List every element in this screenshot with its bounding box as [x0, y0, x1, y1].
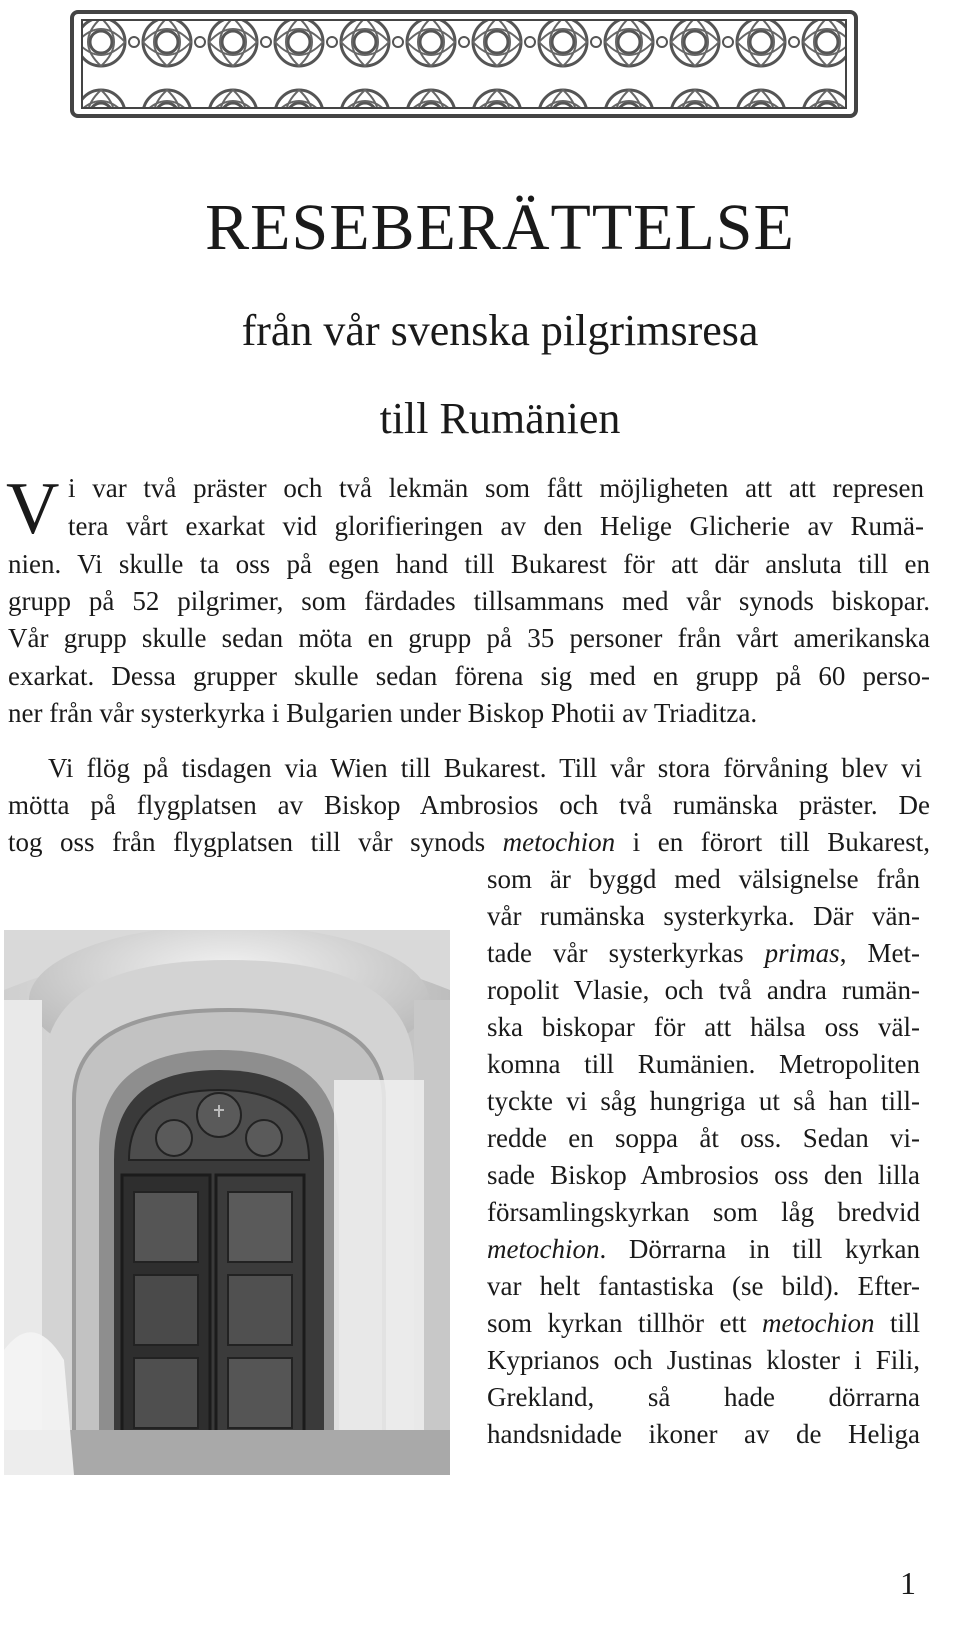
page-number: 1	[900, 1565, 916, 1601]
paragraph-2-line: Vi flög på tisdagen via Wien till Bukarest. Till vår stora förvåning blev vi	[48, 753, 922, 783]
paragraph-1-line: nien. Vi skulle ta oss på egen hand till Bukarest för att där ansluta till en	[8, 549, 930, 579]
paragraph-1-line: exarkat. Dessa grupper skulle sedan förena sig med en grupp på 60 perso-	[8, 661, 930, 691]
column-line: tade vår systerkyrkas primas, Met-	[487, 938, 921, 968]
column-line: sade Biskop Ambrosios oss den lilla	[487, 1160, 920, 1190]
column-line: som kyrkan tillhör ett metochion till	[487, 1308, 920, 1338]
column-line: metochion. Dörrarna in till kyrkan	[487, 1234, 920, 1264]
column-line: församlingskyrkan som låg bredvid	[487, 1197, 920, 1227]
column-line: vår rumänska systerkyrka. Där vän-	[487, 901, 920, 931]
paragraph-2-line: tog oss från flygplatsen till vår synods metochion i en förort till Bukarest,	[8, 827, 930, 857]
ornamental-banner	[68, 6, 860, 121]
column-line: handsnidade ikoner av de Heliga	[487, 1419, 920, 1449]
column-line: ska biskopar för att hälsa oss väl-	[487, 1012, 920, 1042]
paragraph-2-line: mötta på flygplatsen av Biskop Ambrosios och två rumänska präster. De	[8, 790, 930, 820]
page-title: RESEBERÄTTELSE	[205, 191, 795, 264]
column-line: tyckte vi såg hungriga ut så han till-	[487, 1086, 920, 1116]
paragraph-1-line: grupp på 52 pilgrimer, som färdades tillsammans med vår synods biskopar.	[8, 586, 930, 616]
paragraph-1-line: Vår grupp skulle sedan möta en grupp på 35 personer från vårt amerikanska	[8, 623, 930, 653]
column-line: Kyprianos och Justinas kloster i Fili,	[487, 1345, 920, 1375]
church-door-photo	[4, 930, 450, 1475]
paragraph-1-line: tera vårt exarkat vid glorifieringen av den Helige Glicherie av Rumä-	[68, 511, 924, 541]
subtitle-line-2: till Rumänien	[379, 394, 621, 443]
paragraph-1-line: i var två präster och två lekmän som fått möjligheten att att represen	[68, 473, 924, 503]
column-line: som är byggd med välsignelse från	[487, 864, 920, 894]
paragraph-1-line: ner från vår systerkyrka i Bulgarien under Biskop Photii av Triaditza.	[8, 698, 758, 728]
column-line: Grekland, så hade dörrarna	[487, 1382, 920, 1412]
column-line: redde en soppa åt oss. Sedan vi-	[487, 1123, 920, 1153]
drop-cap: V	[6, 468, 60, 550]
column-line: komna till Rumänien. Metropoliten	[487, 1049, 920, 1079]
subtitle-line-1: från vår svenska pilgrimsresa	[241, 306, 759, 355]
column-line: var helt fantastiska (se bild). Efter-	[487, 1271, 920, 1301]
column-line: ropolit Vlasie, och två andra rumän-	[487, 975, 920, 1005]
